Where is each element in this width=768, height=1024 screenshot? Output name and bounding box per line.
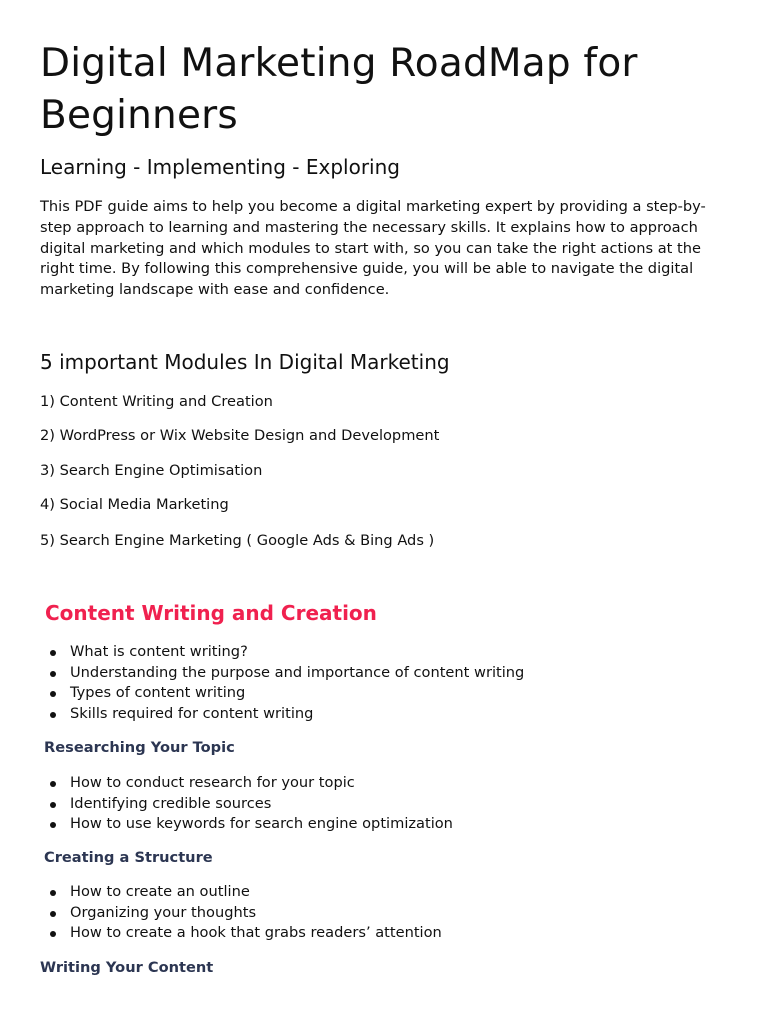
bullet-dot-icon [50, 890, 56, 896]
bullet-dot-icon [50, 822, 56, 828]
list-item-text: How to use keywords for search engine optimization [70, 815, 453, 833]
bullet-dot-icon [50, 802, 56, 808]
list-item [48, 773, 453, 794]
list-item-text: What is content writing? [70, 643, 248, 660]
module-item-1: 1) Content Writing and Creation [40, 393, 273, 410]
list-item [48, 794, 453, 815]
section-heading-content-writing: Content Writing and Creation [45, 601, 377, 625]
module-item-2: 2) WordPress or Wix Website Design and Development [40, 427, 440, 444]
list-item-text: How to conduct research for your topic [70, 774, 355, 791]
list-item [48, 903, 442, 924]
list-item-text: How to create an outline [70, 883, 250, 900]
subheading-writing: Writing Your Content [40, 959, 214, 976]
list-item [48, 704, 524, 725]
module-item-5: 5) Search Engine Marketing ( Google Ads & Bing Ads ) [40, 532, 435, 549]
bullet-dot-icon [50, 691, 56, 697]
list-item [48, 814, 453, 835]
bullet-dot-icon [50, 781, 56, 787]
list-item [48, 882, 442, 903]
intro-paragraph: This PDF guide aims to help you become a digital marketing expert by providing a step-by-step approach to learning and mastering the necessary skills. It explains how to approach digital marketing and which modules to start with, so you can take the right actions at the right time. By following this comprehensive guide, you will be able to navigate the digital marketing landscape with ease and confidence. [40, 198, 706, 299]
list-item-text: Skills required for content writing [70, 705, 314, 723]
list-item-text: Types of content writing [70, 684, 246, 702]
modules-heading: 5 important Modules In Digital Marketing [40, 350, 450, 374]
list-item-text: Organizing your thoughts [70, 903, 257, 921]
bullet-dot-icon [50, 931, 56, 937]
bullet-dot-icon [50, 671, 56, 677]
list-item-text: Understanding the purpose and importance of content writing [70, 663, 525, 681]
bullet-dot-icon [50, 650, 56, 656]
subheading-researching: Researching Your Topic [44, 739, 235, 756]
list-item [48, 663, 524, 684]
bullet-dot-icon [50, 712, 56, 718]
content-writing-bullet-list [48, 642, 524, 725]
researching-bullet-list [48, 773, 453, 835]
subheading-structure: Creating a Structure [44, 849, 213, 866]
list-item [48, 683, 524, 704]
list-item-text: Identifying credible sources [70, 794, 272, 812]
page-title: Digital Marketing RoadMap for Beginners [40, 41, 638, 138]
bullet-dot-icon [50, 911, 56, 917]
list-item [48, 923, 442, 944]
list-item-text: How to create a hook that grabs readers’ attention [70, 924, 442, 942]
list-item [48, 642, 524, 663]
module-item-4: 4) Social Media Marketing [40, 496, 229, 513]
structure-bullet-list [48, 882, 442, 944]
module-item-3: 3) Search Engine Optimisation [40, 462, 263, 479]
page-subtitle: Learning - Implementing - Exploring [40, 155, 400, 179]
